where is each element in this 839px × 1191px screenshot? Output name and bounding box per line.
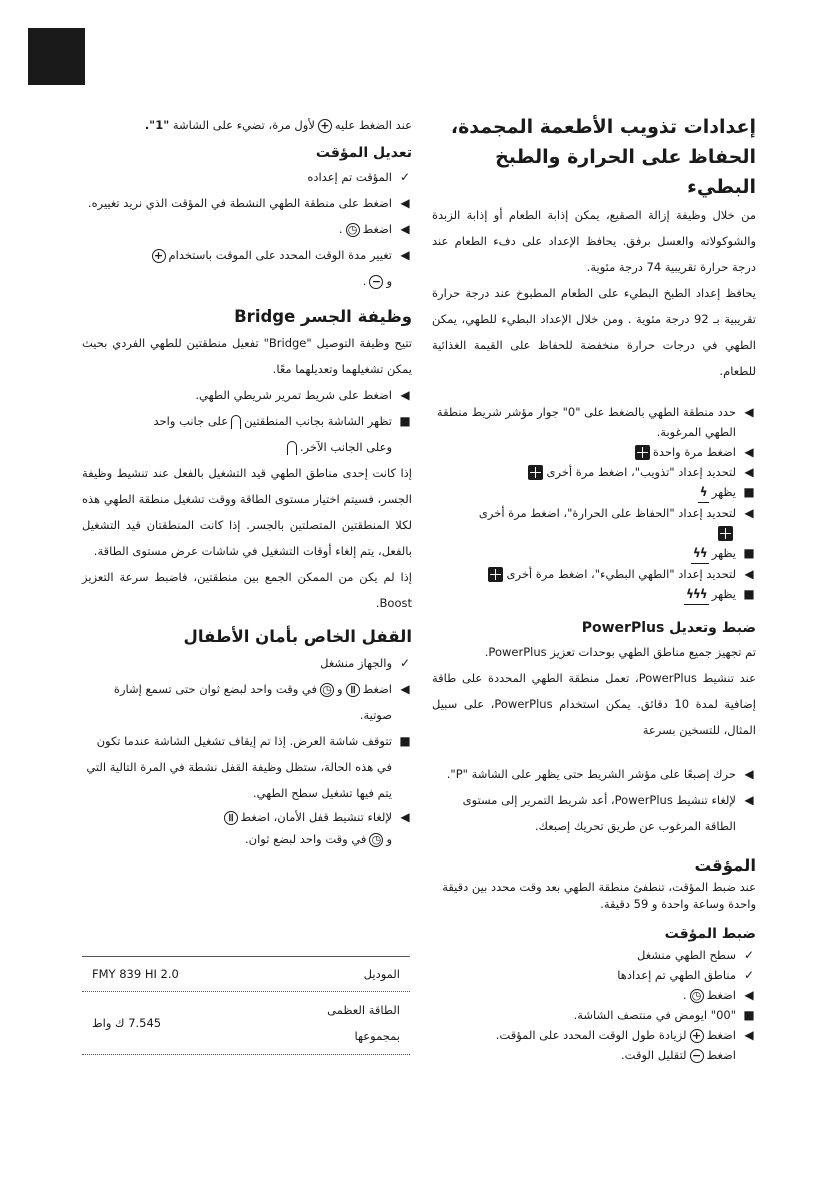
clock-icon: ◷	[346, 223, 360, 237]
list-item: ◀ اضغط على شريط تمرير شريطي الطهي.	[82, 382, 412, 408]
minus-icon: −	[690, 1049, 704, 1063]
bridge-text: تتيح وظيفة التوصيل "Bridge" تفعيل منطقتين للطهي الفردي بحيث يمكن تشغيلهما وتعديلهما معًا.	[82, 336, 412, 376]
plus-icon: +	[318, 119, 332, 133]
square-bullet-icon: ■	[743, 1008, 755, 1022]
timer-text: عند ضبط المؤقت، تنطفئ منطقة الطهي بعد وقت محدد بين دقيقة واحدة وساعة واحدة و 59 دقيقة.	[442, 880, 756, 911]
timer-first-press-text: عند الضغط عليه+لأول مرة، تضيء على الشاشة "1".	[144, 118, 412, 132]
list-item: ■ "00" ايومض في منتصف الشاشة.	[432, 1005, 756, 1025]
list-item: ◀ حرك إصبعًا على مؤشر الشريط حتى يظهر على الشاشة "P".	[432, 761, 756, 787]
power-label: الطاقة العظمى بمجموعها	[327, 1003, 400, 1043]
arrow-bullet-icon: ◀	[400, 682, 410, 696]
list-item: ◀ اضغط مرة واحدة	[432, 442, 756, 462]
bridge-title: وظيفة الجسر Bridge	[234, 307, 412, 326]
check-icon: ✓	[743, 948, 755, 962]
plus-icon: +	[690, 1029, 704, 1043]
list-item: ✓ سطح الطهي منشغل	[432, 945, 756, 965]
arrow-bullet-icon: ◀	[744, 506, 754, 520]
arrow-bullet-icon: ◀	[744, 405, 754, 419]
list-item: ◀ اضغط◷.	[82, 216, 412, 242]
cooking-zone-key-icon	[635, 445, 650, 460]
arrow-bullet-icon: ◀	[400, 810, 410, 824]
list-item: ◀ حدد منطقة الطهي بالضغط على "0" جوار مؤشر شريط منطقة الطهي المرغوبة.	[432, 402, 756, 442]
powerplus-text-2: عند تنشيط PowerPlus، تعمل منطقة الطهي المحددة على طاقة إضافية لمدة 10 دقائق. يمكن استخدام PowerPlus، على سبيل المثال، للتسخين بسرعة	[432, 671, 757, 737]
arrow-bullet-icon: ◀	[744, 988, 754, 1002]
arrow-bullet-icon: ◀	[744, 465, 754, 479]
defrost-intro-1: من خلال وظيفة إزالة الصقيع، يمكن إذابة الطعام أو إذابة الزبدة والشوكولاته والعسل برفق. يحافظ الإعداد على دفء الطعام عند درجة حرارة تقريبية 74 درجة مئوية.	[432, 208, 756, 274]
list-item: ◀ اضغط+لزيادة طول الوقت المحدد على المؤقت. اضغط−لتقليل الوقت.	[432, 1025, 756, 1065]
list-item: ◀ لتحديد إعداد "تذويب"، اضغط مرة أخرى	[432, 462, 756, 482]
model-label: الموديل	[363, 967, 400, 981]
list-item: ◀ لتحديد إعداد "الطهي البطيء"، اضغط مرة أخرى	[432, 564, 756, 584]
left-column	[82, 112, 412, 850]
arrow-bullet-icon: ◀	[400, 222, 410, 236]
spec-table	[82, 956, 410, 1055]
corner-tab-block	[28, 28, 85, 85]
powerplus-text-1: تم تجهيز جميع مناطق الطهي بوحدات تعزيز PowerPlus.	[484, 645, 756, 659]
table-row	[82, 992, 410, 1054]
bridge-arch-icon	[287, 441, 297, 455]
list-item: ✓ المؤقت تم إعداده	[82, 164, 412, 190]
cooking-zone-key-icon	[488, 567, 503, 582]
arrow-bullet-icon: ◀	[400, 196, 410, 210]
arrow-bullet-icon: ◀	[744, 445, 754, 459]
arrow-bullet-icon: ◀	[744, 1028, 754, 1042]
arrow-bullet-icon: ◀	[744, 767, 754, 781]
heat-level-3-icon: ϟϟϟ	[684, 584, 709, 605]
list-item: ■ يظهرϟϟϟ	[432, 584, 756, 605]
square-bullet-icon: ■	[743, 546, 755, 560]
square-bullet-icon: ■	[399, 734, 411, 748]
check-icon: ✓	[399, 170, 411, 184]
square-bullet-icon: ■	[743, 485, 755, 499]
list-item: ◀ اضغط على منطقة الطهي النشطة في المؤقت الذي نريد تغييره.	[82, 190, 412, 216]
pause-icon: ॥	[346, 683, 360, 697]
bridge-text-3: إذا لم يكن من الممكن الجمع بين منطقتين، فاضبط سرعة التعزيز Boost.	[82, 570, 412, 610]
arrow-bullet-icon: ◀	[744, 793, 754, 807]
list-item: ✓ والجهاز منشغل	[82, 650, 412, 676]
arrow-bullet-icon: ◀	[400, 388, 410, 402]
list-item: ◀ لتحديد إعداد "الحفاظ على الحرارة"، اضغط مرة أخرى	[432, 503, 756, 543]
clock-icon: ◷	[369, 833, 383, 847]
list-item: ◀ اضغط॥و◷في وقت واحد لبضع ثوان حتى تسمع إشارة صوتية.	[82, 676, 412, 728]
defrost-intro-2: يحافظ إعداد الطبخ البطيء على الطعام المطبوخ عند درجة حرارة تقريبية بـ 92 درجة مئوية . ومن خلال الإعداد البطيء للطهي، يمكن الطهي في درجات حرارة منخفضة للحفاظ على القيمة الغذائية للطعام.	[432, 286, 756, 378]
bridge-text-2: إذا كانت إحدى مناطق الطهي قيد التشغيل بالفعل عند تنشيط وظيفة الجسر، فسيتم اختيار مستوى الطاقة ووقت تشغيل منطقة الطهي هذه لكلا المنطقتين المتصلتين بالجسر. إذا كانت المنطقتان قيد التشغيل بالفعل، يتم إلغاء أوقات التشغيل في شاشات عرض مستوى الطاقة.	[82, 466, 412, 558]
plus-icon: +	[152, 249, 166, 263]
model-value: FMY 839 HI 2.0	[92, 967, 179, 981]
timer-title: المؤقت	[694, 856, 756, 875]
list-item: ■ يظهرϟϟ	[432, 543, 756, 564]
table-row	[82, 957, 410, 991]
clock-icon: ◷	[320, 683, 334, 697]
clock-icon: ◷	[690, 989, 704, 1003]
cooking-zone-key-icon	[718, 526, 733, 541]
set-timer-title: ضبط المؤقت	[664, 926, 756, 942]
power-value: 7.545 ك واط	[92, 1016, 162, 1030]
arrow-bullet-icon: ◀	[744, 567, 754, 581]
right-column	[432, 112, 756, 1065]
list-item: ✓ مناطق الطهي تم إعدادها	[432, 965, 756, 985]
heat-level-2-icon: ϟϟ	[691, 543, 709, 564]
minus-icon: −	[369, 275, 383, 289]
defrost-title: إعدادات تذويب الأطعمة المجمدة، الحفاظ على الحرارة والطبخ البطيء	[450, 116, 756, 198]
cooking-zone-key-icon	[528, 465, 543, 480]
list-item: ◀ اضغط◷.	[432, 985, 756, 1005]
square-bullet-icon: ■	[399, 414, 411, 428]
bridge-arch-icon	[231, 415, 241, 429]
powerplus-title: ضبط وتعديل PowerPlus	[581, 620, 756, 636]
list-item: ◀ لإلغاء تنشيط قفل الأمان، اضغط॥ و◷في وقت واحد لبضع ثوان.	[82, 806, 412, 850]
square-bullet-icon: ■	[743, 587, 755, 601]
arrow-bullet-icon: ◀	[400, 248, 410, 262]
heat-level-1-icon: ϟ	[698, 482, 709, 503]
child-lock-title: القفل الخاص بأمان الأطفال	[183, 627, 412, 646]
list-item: ■ تظهر الشاشة بجانب المنطقتينعلى جانب واحد وعلى الجانب الآخر.	[82, 408, 412, 460]
list-item: ◀ تغيير مدة الوقت المحدد على الموقت باستخدام+ و−.	[82, 242, 412, 294]
pause-icon: ॥	[224, 811, 238, 825]
check-icon: ✓	[743, 968, 755, 982]
list-item: ■ يظهرϟ	[432, 482, 756, 503]
list-item: ■ تتوقف شاشة العرض. إذا تم إيقاف تشغيل الشاشة عندما تكون في هذه الحالة، ستظل وظيفة القفل نشطة في المرة التالية التي يتم فيها تشغيل سطح الطهي.	[82, 728, 412, 806]
check-icon: ✓	[399, 656, 411, 670]
list-item: ◀ لإلغاء تنشيط PowerPlus، أعد شريط التمرير إلى مستوى الطاقة المرغوب عن طريق تحريك إصبعك.	[432, 787, 756, 839]
edit-timer-title: تعديل المؤقت	[315, 145, 412, 161]
